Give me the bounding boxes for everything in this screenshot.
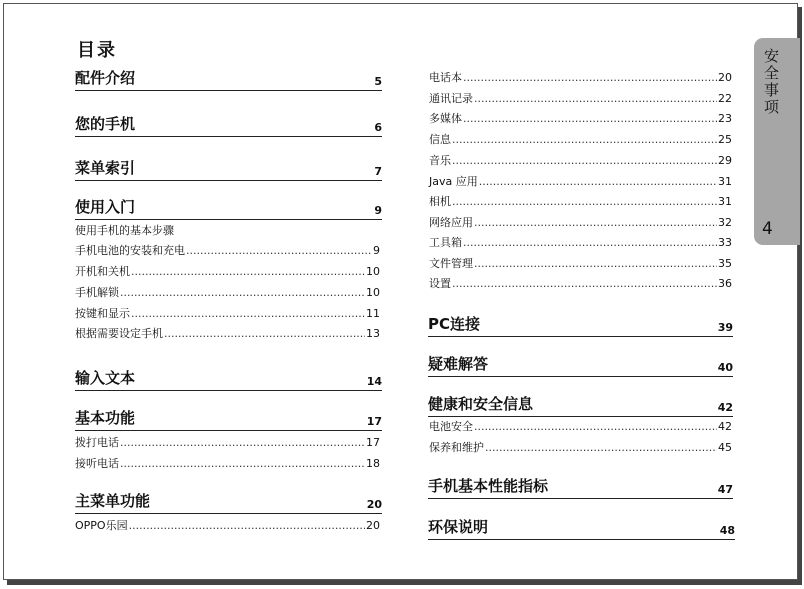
section-title: 健康和安全信息 — [428, 395, 534, 413]
leader-dots — [120, 286, 365, 299]
entry-page: 13 — [366, 327, 380, 340]
page-shadow — [7, 580, 802, 585]
section-page: 14 — [366, 375, 382, 388]
section-page: 42 — [717, 401, 733, 414]
entry-title: 网络应用 — [429, 216, 473, 229]
toc-section-accessories[interactable] — [75, 68, 382, 91]
entry-page: 42 — [718, 420, 732, 433]
entry-page: 31 — [718, 175, 732, 188]
entry-title: 拨打电话 — [75, 436, 119, 449]
leader-dots — [463, 112, 717, 125]
entry-title: 按键和显示 — [75, 307, 130, 320]
side-tab-page-number: 4 — [762, 219, 773, 239]
leader-dots — [474, 216, 717, 229]
leader-dots — [452, 154, 717, 167]
page-title: 目录 — [77, 40, 117, 61]
section-page: 6 — [374, 121, 382, 134]
leader-dots — [452, 195, 717, 208]
section-title: 输入文本 — [75, 369, 136, 387]
section-title: 您的手机 — [75, 115, 136, 133]
entry-page: 22 — [718, 92, 732, 105]
entry-page: 36 — [718, 277, 732, 290]
toc-entry[interactable] — [429, 275, 732, 291]
entry-page: 10 — [366, 286, 380, 299]
entry-title: 相机 — [429, 195, 451, 208]
leader-dots — [452, 133, 717, 146]
entry-title: 根据需要设定手机 — [75, 327, 163, 340]
entry-title: 设置 — [429, 277, 451, 290]
section-page: 17 — [366, 415, 382, 428]
entry-title: 文件管理 — [429, 257, 473, 270]
leader-dots — [485, 441, 717, 454]
entry-title: 手机电池的安装和充电 — [75, 244, 185, 257]
leader-dots — [186, 244, 372, 257]
entry-title: 多媒体 — [429, 112, 462, 125]
section-title: 基本功能 — [75, 409, 136, 427]
toc-entry[interactable] — [429, 214, 732, 230]
section-title: 疑难解答 — [428, 355, 489, 373]
entry-title: Java 应用 — [429, 175, 478, 188]
toc-entry[interactable] — [429, 255, 732, 271]
toc-entry[interactable] — [75, 263, 380, 279]
toc-entry[interactable] — [429, 173, 732, 189]
toc-entry[interactable] — [429, 193, 732, 209]
entry-title: 接听电话 — [75, 457, 119, 470]
section-page: 5 — [374, 75, 382, 88]
toc-section-environment[interactable] — [428, 516, 735, 540]
entry-page: 29 — [718, 154, 732, 167]
toc-section-basic-functions[interactable] — [75, 408, 382, 431]
toc-subheading: 使用手机的基本步骤 — [75, 224, 174, 237]
entry-title: 保养和维护 — [429, 441, 484, 454]
entry-title: 音乐 — [429, 154, 451, 167]
section-title: PC连接 — [428, 315, 481, 333]
toc-section-pc-connect[interactable] — [428, 313, 733, 337]
section-title: 环保说明 — [428, 518, 489, 536]
entry-title: 信息 — [429, 133, 451, 146]
entry-title: 电话本 — [429, 71, 462, 84]
leader-dots — [129, 519, 365, 532]
section-title: 菜单索引 — [75, 159, 136, 177]
entry-page: 10 — [366, 265, 380, 278]
entry-page: 20 — [718, 71, 732, 84]
toc-entry[interactable] — [75, 455, 380, 471]
side-tab-label: 安全事项 — [764, 47, 780, 116]
entry-title: 开机和关机 — [75, 265, 130, 278]
toc-entry[interactable] — [429, 439, 732, 455]
entry-title: 手机解锁 — [75, 286, 119, 299]
toc-entry[interactable] — [429, 418, 732, 434]
toc-entry[interactable] — [75, 434, 380, 450]
section-page: 9 — [374, 204, 382, 217]
toc-entry[interactable] — [75, 517, 380, 533]
toc-entry[interactable] — [75, 284, 380, 300]
toc-section-menu-index[interactable] — [75, 158, 382, 181]
section-title: 使用入门 — [75, 198, 136, 216]
entry-page: 23 — [718, 112, 732, 125]
entry-page: 18 — [366, 457, 380, 470]
leader-dots — [474, 257, 717, 270]
leader-dots — [131, 265, 365, 278]
section-page: 47 — [717, 483, 733, 496]
entry-page: 32 — [718, 216, 732, 229]
leader-dots — [463, 236, 717, 249]
leader-dots — [463, 71, 717, 84]
leader-dots — [474, 92, 717, 105]
toc-entry[interactable] — [429, 69, 732, 85]
leader-dots — [131, 307, 365, 320]
leader-dots — [452, 277, 717, 290]
toc-entry[interactable] — [429, 110, 732, 126]
entry-title: 电池安全 — [429, 420, 473, 433]
toc-section-main-menu[interactable] — [75, 491, 382, 514]
leader-dots — [164, 327, 365, 340]
entry-page: 31 — [718, 195, 732, 208]
entry-page: 33 — [718, 236, 732, 249]
toc-entry[interactable] — [75, 305, 380, 321]
entry-page: 17 — [366, 436, 380, 449]
section-page: 40 — [717, 361, 733, 374]
entry-title: 通讯记录 — [429, 92, 473, 105]
section-page: 39 — [717, 321, 733, 334]
entry-page: 35 — [718, 257, 732, 270]
leader-dots — [120, 436, 365, 449]
section-page: 20 — [366, 498, 382, 511]
leader-dots — [120, 457, 365, 470]
entry-title: 工具箱 — [429, 236, 462, 249]
toc-section-health-safety[interactable] — [428, 393, 733, 417]
entry-page: 45 — [718, 441, 732, 454]
section-title: 配件介绍 — [75, 69, 136, 87]
toc-section-troubleshooting[interactable] — [428, 353, 733, 377]
entry-page: 9 — [373, 244, 380, 257]
section-title: 主菜单功能 — [75, 492, 151, 510]
toc-section-specs[interactable] — [428, 475, 733, 499]
toc-entry[interactable] — [429, 234, 732, 250]
entry-page: 20 — [366, 519, 380, 532]
leader-dots — [479, 175, 717, 188]
entry-title: OPPO乐园 — [75, 519, 128, 532]
toc-section-text-input[interactable] — [75, 368, 382, 391]
toc-section-your-phone[interactable] — [75, 114, 382, 137]
toc-entry[interactable] — [429, 90, 732, 106]
toc-entry[interactable] — [75, 242, 380, 258]
entry-page: 25 — [718, 133, 732, 146]
section-page: 7 — [374, 165, 382, 178]
toc-section-getting-started[interactable] — [75, 197, 382, 220]
toc-entry[interactable] — [429, 131, 732, 147]
toc-entry[interactable] — [75, 325, 380, 341]
section-title: 手机基本性能指标 — [428, 477, 549, 495]
entry-page: 11 — [366, 307, 380, 320]
section-page: 48 — [719, 524, 735, 537]
toc-entry[interactable] — [429, 152, 732, 168]
leader-dots — [474, 420, 717, 433]
